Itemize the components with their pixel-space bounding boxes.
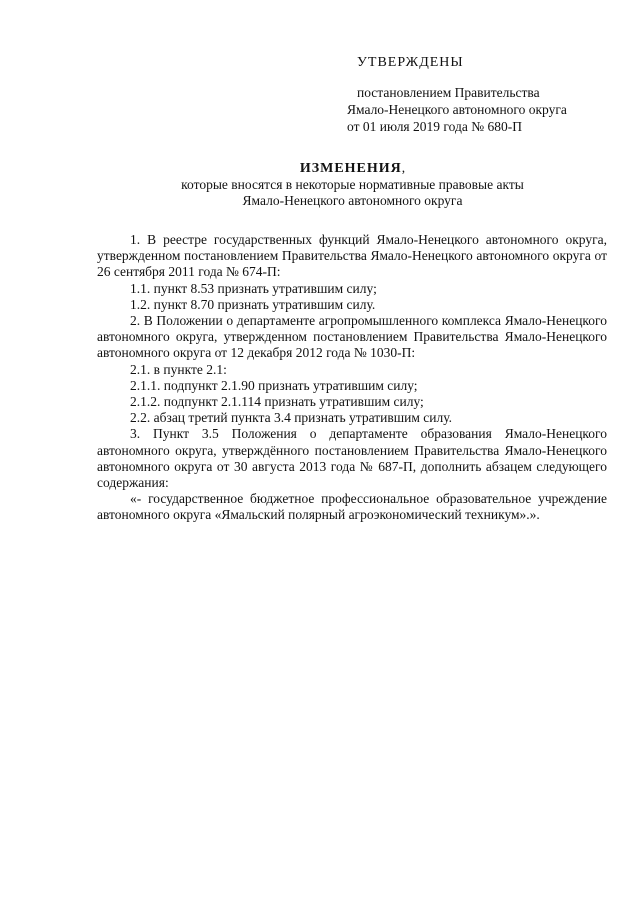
paragraph-3-addition: «- государственное бюджетное профессиональное образовательное учреждение автономного округа «Ямальский полярный агроэкономический техникум».». <box>97 491 607 523</box>
document-title-block <box>95 160 610 209</box>
approval-line-1: постановлением Правительства <box>357 85 540 100</box>
document-title-main: ИЗМЕНЕНИЯ <box>299 161 402 176</box>
document-title <box>95 160 610 177</box>
document-subtitle-line-1: которые вносятся в некоторые нормативные правовые акты <box>181 177 524 192</box>
paragraph-2-1: 2.1. в пункте 2.1: <box>130 361 227 377</box>
document-body <box>97 232 607 524</box>
paragraph-3: 3. Пункт 3.5 Положения о департаменте образования Ямало-Ненецкого автономного округа, утверждённого постановлением Правительства Ямало-Ненецкого автономного округа от 30 августа 2013 года № 687-П, дополнить абзацем следующего содержания: <box>97 426 607 491</box>
approval-line-3: от 01 июля 2019 года № 680-П <box>347 119 522 134</box>
paragraph-1-2: 1.2. пункт 8.70 признать утратившим силу. <box>130 296 376 312</box>
approval-line-2: Ямало-Ненецкого автономного округа <box>347 102 567 117</box>
approval-heading: УТВЕРЖДЕНЫ <box>357 55 464 70</box>
document-subtitle-line-2: Ямало-Ненецкого автономного округа <box>242 193 463 208</box>
paragraph-1: 1. В реестре государственных функций Ямало-Ненецкого автономного округа, утвержденном постановлением Правительства Ямало-Ненецкого автономного округа от 26 сентября 2011 года № 674-П: <box>97 232 607 280</box>
paragraph-2-2: 2.2. абзац третий пункта 3.4 признать утратившим силу. <box>130 410 453 426</box>
paragraph-2-1-2: 2.1.2. подпункт 2.1.114 признать утратившим силу; <box>130 394 424 410</box>
paragraph-1-1: 1.1. пункт 8.53 признать утратившим силу; <box>130 280 377 296</box>
paragraph-2: 2. В Положении о департаменте агропромышленного комплекса Ямало-Ненецкого автономного округа, утвержденном постановлением Правительства Ямало-Ненецкого автономного округа от 12 декабря 2012 года № 1030-П: <box>97 313 607 361</box>
document-title-comma: , <box>401 160 406 175</box>
paragraph-2-1-1: 2.1.1. подпункт 2.1.90 признать утратившим силу; <box>130 377 418 393</box>
approval-stamp <box>345 54 625 135</box>
